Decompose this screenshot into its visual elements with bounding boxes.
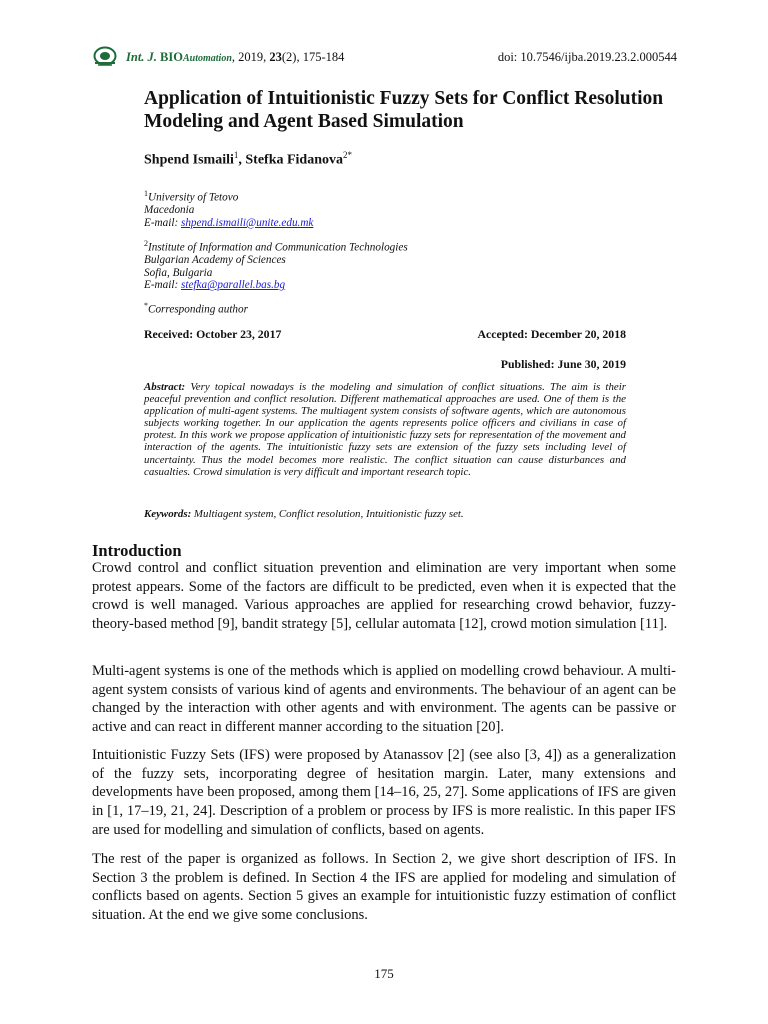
journal-citation: Int. J. BIOAutomation, 2019, 23(2), 175-184	[126, 50, 345, 64]
published-date: Published: June 30, 2019	[500, 357, 626, 371]
affiliation-1: $^1$University of Tetovo Macedonia E-mail: shpend.ismaili@unite.edu.mk	[144, 189, 314, 229]
paragraph: Crowd control and conflict situation prevention and elimination are very important when some protest appears. Some of the factors are difficult to be predicted, even when it is expected that the crowd is well managed. Various approaches are applied for researching crowd behavior, fuzzy-theory-based method [9], bandit strategy [5], cellular automata [12], crowd motion simulation [11].	[92, 560, 676, 633]
affiliation-2: $^2$Institute of Information and Communication Technologies Bulgarian Academy of Sciences Sofia, Bulgaria E-mail: stefka@parallel.bas.bg	[144, 239, 408, 292]
keywords: Keywords: Multiagent system, Conflict resolution, Intuitionistic fuzzy set.	[144, 508, 464, 520]
email-link[interactable]: shpend.ismaili@unite.edu.mk	[180, 216, 314, 229]
journal-name: Int. J. BIOAutomation	[126, 50, 232, 64]
author-name: Shpend Ismaili	[144, 152, 234, 168]
section-heading: Introduction	[92, 541, 182, 560]
paragraph: Intuitionistic Fuzzy Sets (IFS) were proposed by Atanassov [2] (see also [3, 4]) as a generalization of the fuzzy sets, incorporating degree of hesitation margin. Later, many extensions and developments have been proposed, among them [14–16, 25, 27]. Some applications of IFS are given in [1, 17–19, 21, 24]. Description of a problem or process by IFS is more realistic. In this paper IFS are used for modelling and simulation of conflicts, based on agents.	[92, 747, 676, 838]
paper-title: Application of Intuitionistic Fuzzy Sets for Conflict Resolution Modeling and Agent Based Simulation	[144, 88, 664, 132]
corresponding-author-note: *Corresponding author	[144, 301, 248, 316]
doi[interactable]: doi: 10.7546/ijba.2019.23.2.000544	[497, 50, 677, 64]
abstract: Abstract: Very topical nowadays is the modeling and simulation of conflict situations. The aim is their peaceful prevention and conflict resolution. Different mathematical approaches are used. One of them is the application of multi-agent systems. The multiagent system consists of software agents, which are autonomous subjects working together. In our application the agents represents police officers and civilians in case of protest. In this work we propose application of intuitionistic fuzzy sets for representation of the movement and interaction of the agents. The intuitionistic fuzzy sets are extension of the fuzzy sets including level of uncertainty. Thus the model becomes more realistic. The conflict situation can cause disturbances and casualties. Crowd simulation is very difficult and important research topic.	[144, 381, 626, 478]
page-number: 175	[374, 966, 394, 981]
running-header	[93, 47, 677, 67]
author-name: Stefka Fidanova	[245, 152, 343, 168]
author-list: Shpend Ismaili$^1$, Stefka Fidanova$^{2*}$	[144, 150, 352, 168]
accepted-date: Accepted: December 20, 2018	[477, 327, 626, 341]
paragraph: The rest of the paper is organized as follows. In Section 2, we give short description of IFS. In Section 3 the problem is defined. In Section 4 the IFS are applied for modeling and simulation of conflicts based on agents. Section 5 gives an example for intuitionistic fuzzy estimation of conflict situation. At the end we give some conclusions.	[92, 851, 676, 924]
paragraph: Multi-agent systems is one of the methods which is applied on modelling crowd behaviour. A multi-agent system consists of various kind of agents and environments. The behaviour of an agent can be changed by the interaction with other agents and with environment. The agents can be passive or active and can react in different manner according to the situation [20].	[92, 663, 676, 736]
journal-logo-icon	[93, 46, 117, 66]
email-link[interactable]: stefka@parallel.bas.bg	[180, 279, 286, 292]
received-date: Received: October 23, 2017	[144, 327, 282, 341]
